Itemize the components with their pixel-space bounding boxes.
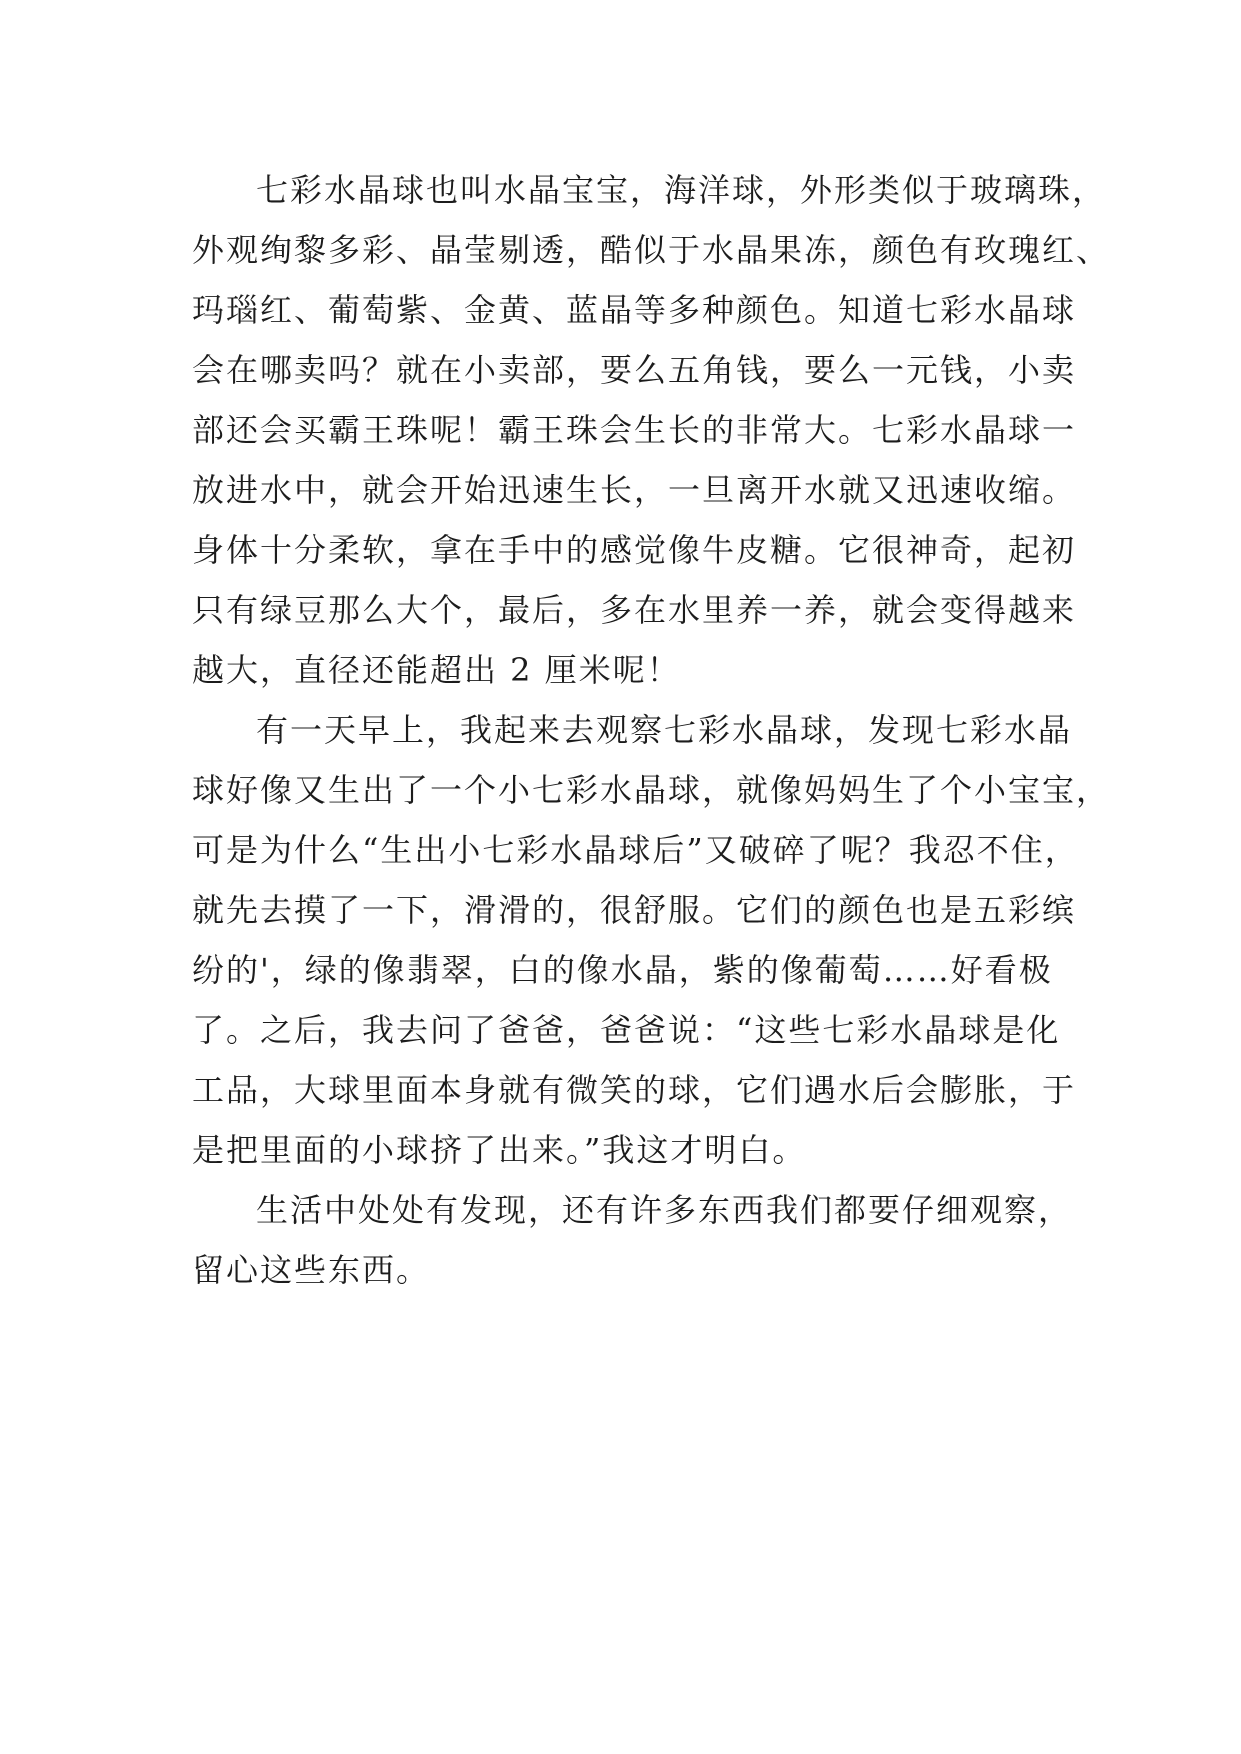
paragraph-1 — [192, 160, 1111, 700]
text-line: 会在哪卖吗？就在小卖部，要么五角钱，要么一元钱，小卖 — [192, 351, 1077, 389]
text-line: 可是为什么“生出小七彩水晶球后”又破碎了呢？我忍不住， — [192, 831, 1079, 869]
text-line: 是把里面的小球挤了出来。”我这才明白。 — [192, 1131, 807, 1169]
paragraph-3 — [192, 1180, 1073, 1300]
text-line: 外观绚黎多彩、晶莹剔透，酷似于水晶果冻，颜色有玫瑰红、 — [192, 231, 1111, 269]
text-line: 有一天早上，我起来去观察七彩水晶球，发现七彩水晶 — [256, 711, 1073, 749]
text-line: 球好像又生出了一个小七彩水晶球，就像妈妈生了个小宝宝， — [192, 771, 1111, 809]
text-line: 七彩水晶球也叫水晶宝宝，海洋球，外形类似于玻璃珠， — [256, 171, 1107, 209]
text-line: 生活中处处有发现，还有许多东西我们都要仔细观察， — [256, 1191, 1073, 1229]
paragraph-2 — [192, 700, 1111, 1180]
text-line: 了。之后，我去问了爸爸，爸爸说：“这些七彩水晶球是化 — [192, 1011, 1061, 1049]
text-line: 就先去摸了一下，滑滑的，很舒服。它们的颜色也是五彩缤 — [192, 891, 1077, 929]
document-body — [192, 160, 1111, 1300]
text-line: 纷的'，绿的像翡翠，白的像水晶，紫的像葡萄……好看极 — [192, 951, 1053, 989]
text-line: 玛瑙红、葡萄紫、金黄、蓝晶等多种颜色。知道七彩水晶球 — [192, 291, 1077, 329]
text-line: 放进水中，就会开始迅速生长，一旦离开水就又迅速收缩。 — [192, 471, 1077, 509]
text-line: 留心这些东西。 — [192, 1251, 431, 1289]
text-line: 只有绿豆那么大个，最后，多在水里养一养，就会变得越来 — [192, 591, 1077, 629]
text-line: 工品，大球里面本身就有微笑的球，它们遇水后会膨胀，于 — [192, 1071, 1077, 1109]
text-line: 部还会买霸王珠呢！霸王珠会生长的非常大。七彩水晶球一 — [192, 411, 1077, 449]
text-line: 越大，直径还能超出 2 厘米呢！ — [192, 651, 681, 689]
text-line: 身体十分柔软，拿在手中的感觉像牛皮糖。它很神奇，起初 — [192, 531, 1077, 569]
